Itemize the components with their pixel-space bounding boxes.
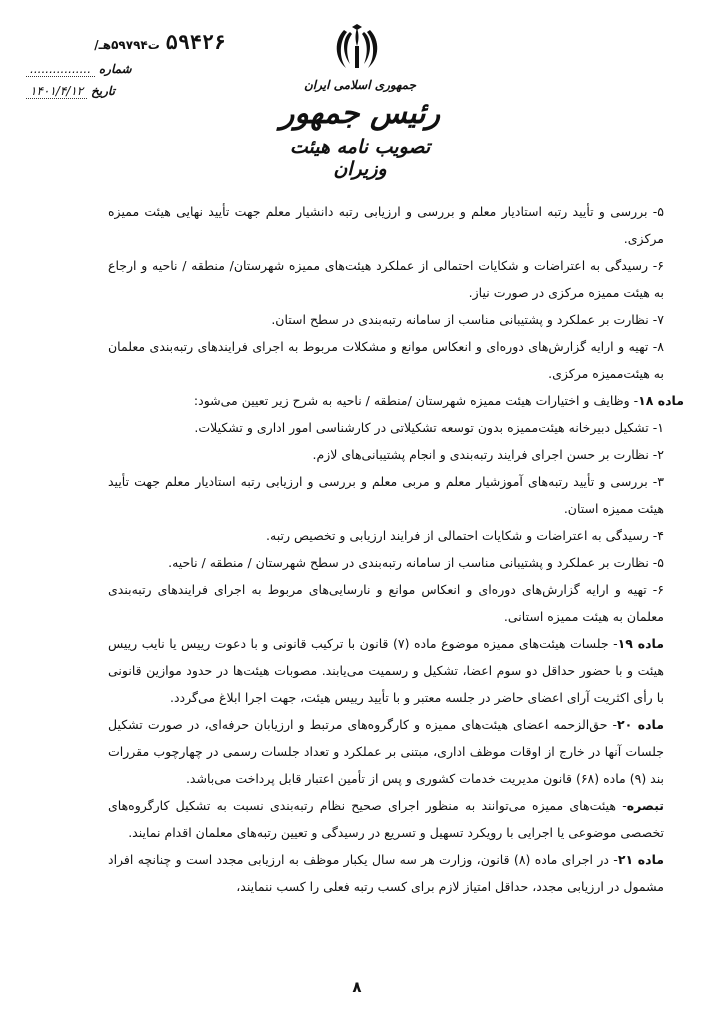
letterhead-title — [260, 78, 460, 180]
paragraph-text: ۳- بررسی و تأیید رتبه‌های آموزشیار معلم و مربی معلم و بررسی و ارزیابی رتبه استادیار معلم جهت تأیید هیئت ممیزه استان. — [108, 474, 664, 516]
page-number: ۸ — [352, 978, 362, 996]
paragraph-text: ۲- نظارت بر حسن اجرای فرایند رتبه‌بندی و انجام پشتیبانی‌های لازم. — [312, 447, 664, 462]
paragraph — [108, 792, 684, 846]
paragraph — [108, 414, 684, 441]
paragraph — [108, 711, 684, 792]
date-line — [26, 84, 226, 98]
number-line — [26, 62, 226, 76]
document-body — [108, 198, 684, 900]
paragraph — [108, 630, 684, 711]
paragraph — [108, 576, 684, 630]
republic-title: جمهوری اسلامی ایران — [303, 78, 417, 92]
paragraph — [108, 549, 684, 576]
paragraph — [108, 306, 684, 333]
paragraph-text: - جلسات هیئت‌های ممیزه موضوع ماده (۷) قانون با ترکیب قانونی و با دعوت رییس یا نایب رییس هیئت و با حضور حداقل دو سوم اعضا، تشکیل و رسمیت می‌یابند. مصوبات هیئت‌ها در حدود موازین قانونی با رأی اکثریت آرای اعضای حاضر در جلسه معتبر و با تأیید رییس هیئت، جهت اجرا ابلاغ می‌گردد. — [108, 636, 664, 705]
paragraph-text: ۵- نظارت بر عملکرد و پشتیبانی مناسب از سامانه رتبه‌بندی در سطح شهرستان / منطقه / ناحیه. — [168, 555, 664, 570]
paragraph — [108, 387, 684, 414]
paragraph-text: ۶- رسیدگی به اعتراضات و شکایات احتمالی از عملکرد هیئت‌های ممیزه شهرستان/ منطقه / ناحیه و ارجاع به هیئت ممیزه مرکزی در صورت نیاز. — [108, 258, 664, 300]
paragraph-lead: ماده ۱۸ — [638, 393, 684, 408]
national-emblem-icon — [332, 24, 382, 74]
paragraph-lead: ماده ۱۹ — [617, 636, 664, 651]
paragraph-text: ۷- نظارت بر عملکرد و پشتیبانی مناسب از سامانه رتبه‌بندی در سطح استان. — [271, 312, 664, 327]
paragraph-text: ۱- تشکیل دبیرخانه هیئت‌ممیزه بدون توسعه تشکیلاتی در کارشناسی امور اداری و تشکیلات. — [194, 420, 664, 435]
paragraph — [108, 522, 684, 549]
paragraph-text: - وظایف و اختیارات هیئت ممیزه شهرستان /منطقه / ناحیه به شرح زیر تعیین می‌شود: — [193, 393, 639, 408]
cabinet-title: تصویب نامه هیئت وزیران — [289, 136, 431, 180]
paragraph-lead: تبصره — [626, 798, 664, 813]
paragraph-text: - هیئت‌های ممیزه می‌توانند به منظور اجرای صحیح نظام رتبه‌بندی نسبت به تشکیل کارگروه‌های تخصصی موضوعی یا اجرایی با رویکرد تسهیل و تسریع در رسیدگی و تعیین رتبه‌های معلمان اقدام نمایند. — [108, 798, 664, 840]
paragraph — [108, 198, 684, 252]
reference-block — [26, 30, 226, 98]
date-value: ۱۴۰۱/۴/۱۲ — [26, 84, 87, 99]
paragraph — [108, 252, 684, 306]
paragraph-text: ۸- تهیه و ارایه گزارش‌های دوره‌ای و انعکاس موانع و مشکلات مربوط به اجرای فرایندهای رتبه‌بندی معلمان به هیئت‌ممیزه مرکزی. — [108, 339, 664, 381]
paragraph-text: - حق‌الزحمه اعضای هیئت‌های ممیزه و کارگروه‌های مرتبط و ارزیابان حرفه‌ای، در صورت تشکیل جلسات آنها در خارج از اوقات موظف اداری، مبتنی بر عملکرد و تعداد جلسات رسمی در چهارچوب مقررات بند (۹) ماده (۶۸) قانون مدیریت خدمات کشوری و پس از تأمین اعتبار قابل پرداخت می‌باشد. — [108, 717, 664, 786]
paragraph-lead: ماده ۲۰ — [617, 717, 664, 732]
paragraph — [108, 468, 684, 522]
paragraph-text: - در اجرای ماده (۸) قانون، وزارت هر سه سال یکبار موظف به ارزیابی مجدد است و چنانچه افراد مشمول در ارزیابی مجدد، حداقل امتیاز لازم برای کسب رتبه فعلی را کسب ننمایند، — [108, 852, 664, 894]
number-value: ................ — [26, 62, 95, 77]
paragraph-text: ۶- تهیه و ارایه گزارش‌های دوره‌ای و انعکاس موانع و نارسایی‌های مربوط به اجرای فرایندهای رتبه‌بندی معلمان به هیئت ممیزه استانی. — [108, 582, 664, 624]
paragraph — [108, 333, 684, 387]
paragraph-text: ۵- بررسی و تأیید رتبه استادیار معلم و بررسی و ارزیابی رتبه دانشیار معلم جهت تأیید نهایی هیئت ممیزه مرکزی. — [108, 204, 664, 246]
number-label: شماره — [98, 62, 132, 76]
document-number: ۵۹۴۲۶ — [165, 30, 226, 54]
paragraph-text: ۴- رسیدگی به اعتراضات و شکایات احتمالی از فرایند ارزیابی و تخصیص رتبه. — [266, 528, 664, 543]
paragraph-lead: ماده ۲۱ — [617, 852, 665, 867]
president-title: رئیس جمهور — [279, 96, 441, 131]
paragraph — [108, 441, 684, 468]
date-label: تاریخ — [91, 84, 115, 98]
reference-code: /ت۵۹۷۹۴هـ — [94, 38, 160, 52]
paragraph — [108, 846, 684, 900]
